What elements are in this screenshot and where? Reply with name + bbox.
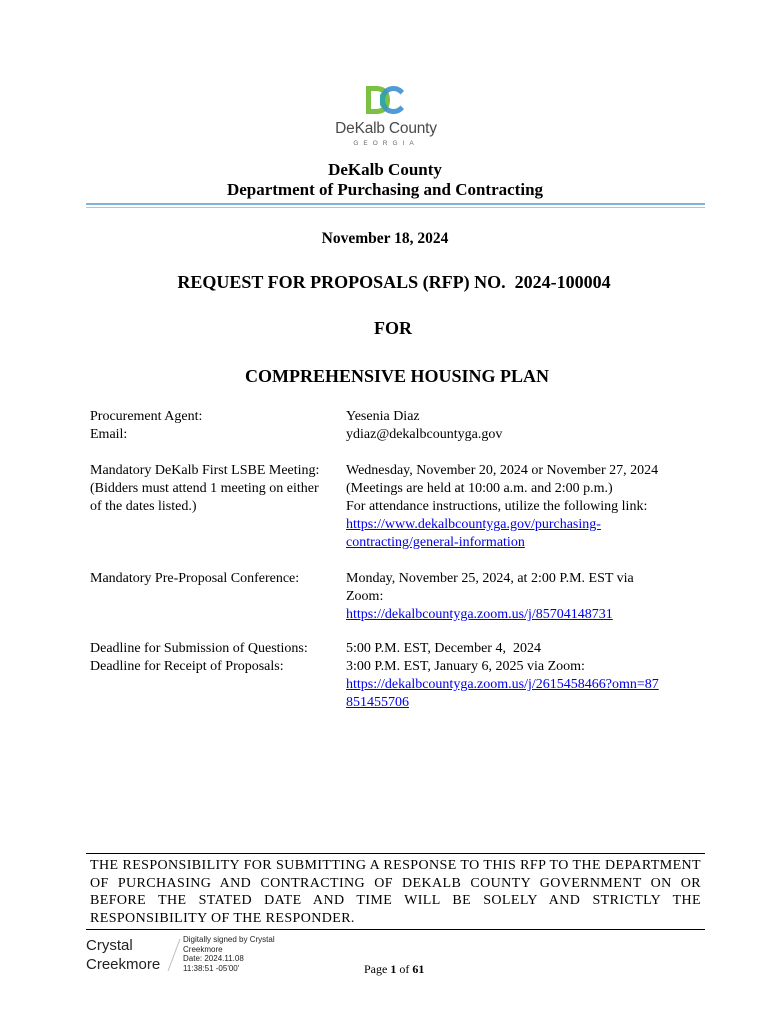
lsbe-link-cont[interactable]: contracting/general-information <box>346 535 525 550</box>
lsbe-link[interactable]: https://www.dekalbcountyga.gov/purchasing- <box>346 517 601 532</box>
header-rule-green <box>86 207 705 208</box>
for-label: FOR <box>374 318 412 338</box>
dc-logo-mark-icon <box>364 82 408 118</box>
page-prefix: Page <box>364 962 388 976</box>
org-heading: DeKalb County <box>328 160 442 179</box>
issue-date: November 18, 2024 <box>321 230 449 247</box>
agent-value: Yesenia Diaz <box>346 409 420 424</box>
proposals-deadline-label: Deadline for Receipt of Proposals: <box>90 659 284 674</box>
email-value: ydiaz@dekalbcountyga.gov <box>346 427 503 442</box>
preproposal-via: Zoom: <box>346 589 384 604</box>
lsbe-times: (Meetings are held at 10:00 a.m. and 2:00 p.m.) <box>346 481 613 496</box>
page-of: of <box>399 962 410 976</box>
lsbe-label-note-2: of the dates listed.) <box>90 499 197 514</box>
rfp-title: REQUEST FOR PROPOSALS (RFP) NO. 2024-100004 <box>177 272 611 292</box>
preproposal-date: Monday, November 25, 2024, at 2:00 P.M. EST via <box>346 571 634 586</box>
header-rule-blue <box>86 203 705 205</box>
preproposal-label: Mandatory Pre-Proposal Conference: <box>90 571 300 586</box>
page-total: 61 <box>412 962 425 976</box>
questions-deadline-label: Deadline for Submission of Questions: <box>90 641 308 656</box>
signature-detail-line: Digitally signed by Crystal <box>183 935 275 944</box>
signature-divider-icon <box>166 938 182 972</box>
agent-label: Procurement Agent: <box>90 409 203 424</box>
proposals-zoom-link-cont[interactable]: 851455706 <box>346 695 409 710</box>
lsbe-dates: Wednesday, November 20, 2024 or November 27, 2024 <box>346 463 659 478</box>
page-current: 1 <box>390 962 397 976</box>
lsbe-label: Mandatory DeKalb First LSBE Meeting: <box>90 463 320 478</box>
signature-detail-line: Date: 2024.11.08 <box>183 954 244 963</box>
proposals-zoom-link[interactable]: https://dekalbcountyga.zoom.us/j/2615458466?omn=87 <box>346 677 659 692</box>
logo-name: DeKalb County <box>335 120 437 137</box>
responsibility-notice: THE RESPONSIBILITY FOR SUBMITTING A RESPONSE TO THIS RFP TO THE DEPARTMENT OF PURCHASING AND CONTRACTING OF DEKALB COUNTY GOVERNMENT ON OR BEFORE THE STATED DATE AND TIME WILL BE SOLELY AND STRICTLY THE RESPONSIBILITY OF THE RESPONDER. <box>86 853 705 930</box>
proposals-deadline-value: 3:00 P.M. EST, January 6, 2025 via Zoom: <box>346 659 585 674</box>
project-title: COMPREHENSIVE HOUSING PLAN <box>244 366 550 386</box>
questions-deadline-value: 5:00 P.M. EST, December 4, 2024 <box>346 641 541 656</box>
signature-first-name: Crystal <box>86 937 133 954</box>
signature-detail-line: Creekmore <box>183 944 223 954</box>
logo-state: GEORGIA <box>353 140 419 147</box>
lsbe-label-note: (Bidders must attend 1 meeting on either <box>90 481 319 496</box>
signature-name <box>86 936 160 974</box>
preproposal-zoom-link[interactable]: https://dekalbcountyga.zoom.us/j/85704148731 <box>346 607 613 622</box>
lsbe-instructions: For attendance instructions, utilize the following link: <box>346 499 648 514</box>
signature-last-name: Creekmore <box>86 956 161 973</box>
email-label: Email: <box>90 427 128 442</box>
signature-detail-line: 11:38:51 -05'00' <box>183 963 240 973</box>
page-number <box>364 962 424 977</box>
digital-signature-details <box>183 935 275 973</box>
dekalb-county-logo <box>328 82 444 154</box>
department-heading: Department of Purchasing and Contracting <box>226 180 544 199</box>
